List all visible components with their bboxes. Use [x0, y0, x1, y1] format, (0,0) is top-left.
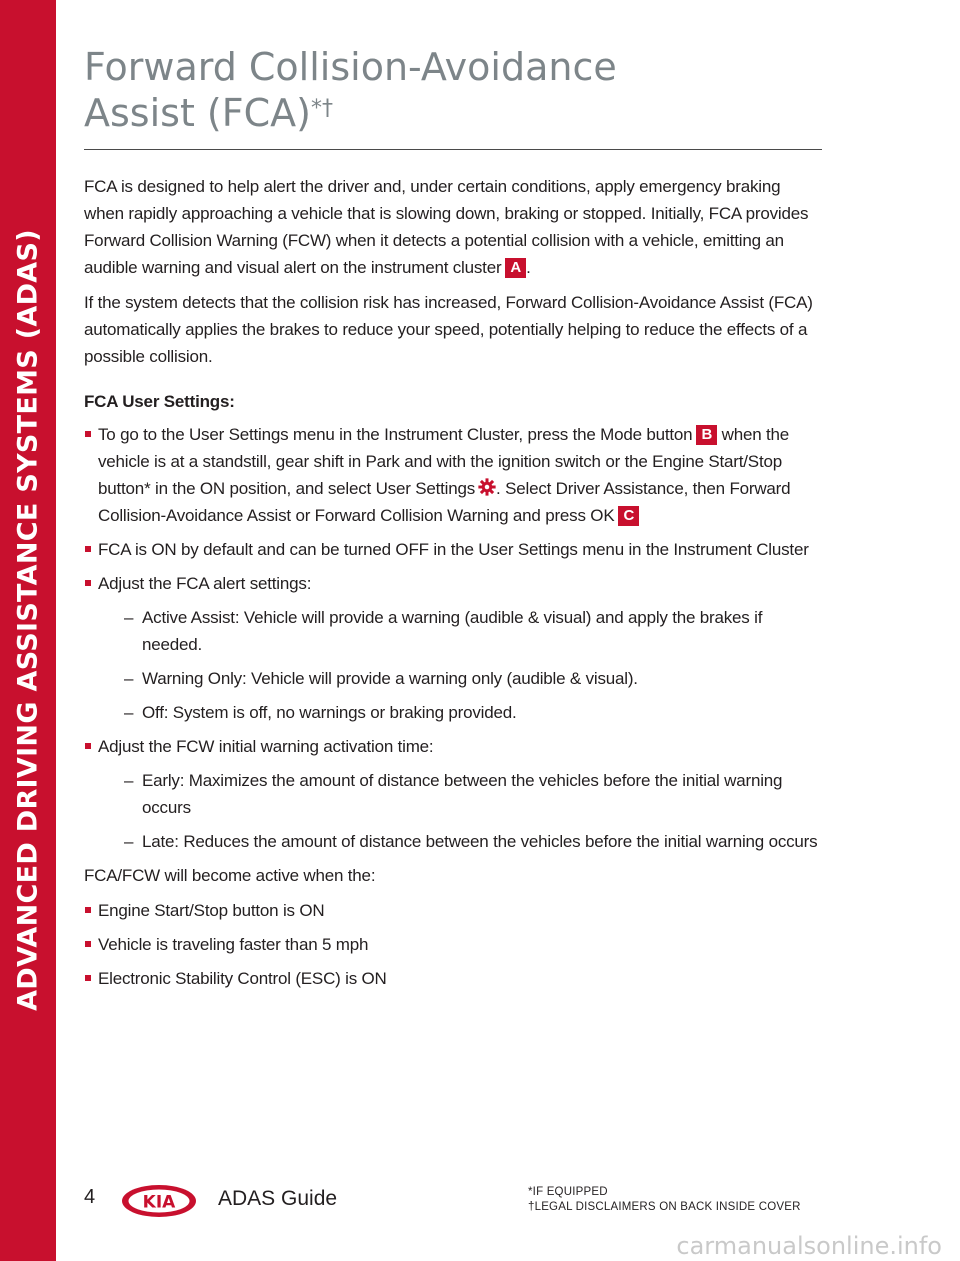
disclaimer-legal: †LEGAL DISCLAIMERS ON BACK INSIDE COVER	[528, 1201, 801, 1213]
disclaimer-if-equipped: *IF EQUIPPED	[528, 1186, 608, 1198]
settings-bullet-3: Adjust the FCA alert settings:	[84, 570, 824, 597]
alert-option-warning-only: – Warning Only: Vehicle will provide a warning only (audible & visual).	[124, 669, 638, 688]
active-conditions-intro: FCA/FCW will become active when the:	[84, 866, 376, 885]
settings-heading: FCA User Settings:	[84, 392, 235, 411]
page-number: 4	[84, 1186, 96, 1208]
sidebar-band	[0, 0, 56, 1261]
title-divider	[84, 149, 822, 150]
gear-icon	[478, 478, 496, 496]
timing-option-early: – Early: Maximizes the amount of distance between the vehicles before the initial warning occurs	[124, 771, 783, 817]
title-line-1: Forward Collision-Avoidance	[84, 45, 617, 89]
kia-logo	[120, 1183, 198, 1219]
active-condition-item: Electronic Stability Control (ESC) is ON	[84, 965, 824, 992]
page-title	[84, 44, 617, 136]
alert-option-active-assist: – Active Assist: Vehicle will provide a warning (audible & visual) and apply the brakes if needed.	[124, 608, 763, 654]
active-condition-item: Vehicle is traveling faster than 5 mph	[84, 931, 824, 958]
settings-bullet-1: To go to the User Settings menu in the Instrument Cluster, press the Mode button B when the vehicle is at a standstill, gear shift in Park and with the ignition switch or the Engine Start/Stop button* in the ON position, and select User Settings . Select Driver Assistance, then Forward Collision-Avoidance Assist or Forward Collision Warning and press OK C	[84, 421, 824, 529]
intro-paragraph-1: FCA is designed to help alert the driver and, under certain conditions, apply emergency braking when rapidly approaching a vehicle that is slowing down, braking or stopped. Initially, FCA provides Forward Collision Warning (FCW) when it detects a potential collision with a vehicle, emitting an audible warning and visual alert on the instrument cluster A .	[84, 177, 809, 277]
kia-logo-text: KIA	[142, 1192, 176, 1213]
active-condition-item: Engine Start/Stop button is ON	[84, 897, 824, 924]
title-marks: *†	[310, 96, 333, 121]
settings-bullet-4: Adjust the FCW initial warning activation time:	[84, 733, 824, 760]
watermark: carmanualsonline.info	[676, 1232, 942, 1260]
footer-disclaimers	[528, 1185, 801, 1215]
intro-paragraph-2: If the system detects that the collision risk has increased, Forward Collision-Avoidance Assist (FCA) automatically applies the brakes to reduce your speed, potentially helping to reduce the effects of a possible collision.	[84, 293, 813, 366]
body-content	[84, 173, 824, 999]
guide-name: ADAS Guide	[218, 1187, 338, 1210]
alert-option-off: – Off: System is off, no warnings or braking provided.	[124, 703, 517, 722]
callout-badge-a: A	[505, 258, 526, 278]
title-line-2: Assist (FCA)	[84, 91, 311, 135]
timing-option-late: – Late: Reduces the amount of distance between the vehicles before the initial warning occurs	[124, 832, 818, 851]
callout-badge-b: B	[696, 425, 717, 445]
callout-badge-c: C	[618, 506, 639, 526]
sidebar-label: ADVANCED DRIVING ASSISTANCE SYSTEMS (ADAS)	[12, 229, 44, 1011]
settings-bullet-2: FCA is ON by default and can be turned OFF in the User Settings menu in the Instrument Cluster	[84, 536, 824, 563]
